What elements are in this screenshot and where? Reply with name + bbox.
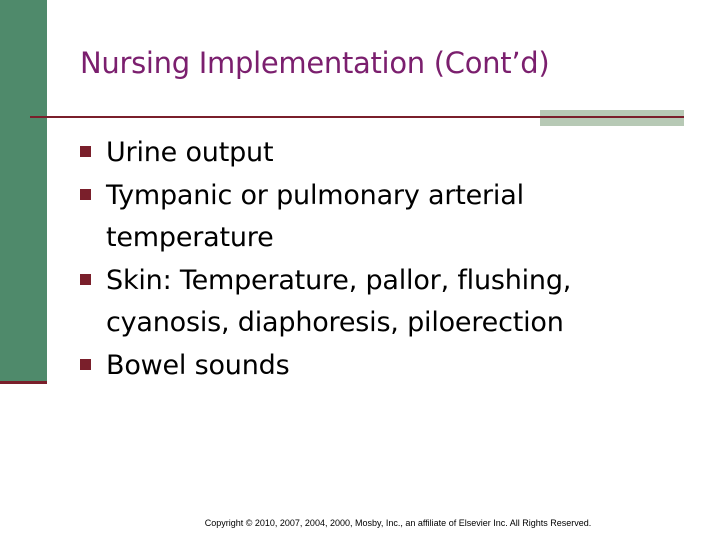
copyright-footer xyxy=(0,518,720,528)
title-rule xyxy=(30,116,684,118)
bullet-square-icon xyxy=(80,274,91,285)
bullet-item xyxy=(78,175,698,260)
title-rule-accent xyxy=(540,110,684,126)
bullet-item xyxy=(78,345,698,388)
bullet-text: Bowel sounds xyxy=(106,349,290,381)
bullet-item xyxy=(78,260,698,345)
bullet-text-continued: cyanosis, diaphoresis, piloerection xyxy=(106,307,564,338)
bullet-square-icon xyxy=(80,189,91,200)
bullet-list xyxy=(78,132,698,387)
bullet-item xyxy=(78,132,698,175)
bullet-square-icon xyxy=(80,146,91,157)
bullet-text: Skin: Temperature, pallor, flushing, xyxy=(106,264,572,296)
bullet-text-continued: temperature xyxy=(106,222,274,253)
bullet-text: Tympanic or pulmonary arterial xyxy=(106,179,524,211)
slide-title: Nursing Implementation (Cont’d) xyxy=(80,46,550,80)
bullet-text: Urine output xyxy=(106,137,274,168)
copyright-text: Copyright © 2010, 2007, 2004, 2000, Mosby, Inc., an affiliate of Elsevier Inc. All Rights Reserved. xyxy=(204,518,592,528)
left-accent-bar xyxy=(0,0,47,383)
left-accent-bar-base xyxy=(0,381,47,384)
bullet-square-icon xyxy=(80,359,91,370)
